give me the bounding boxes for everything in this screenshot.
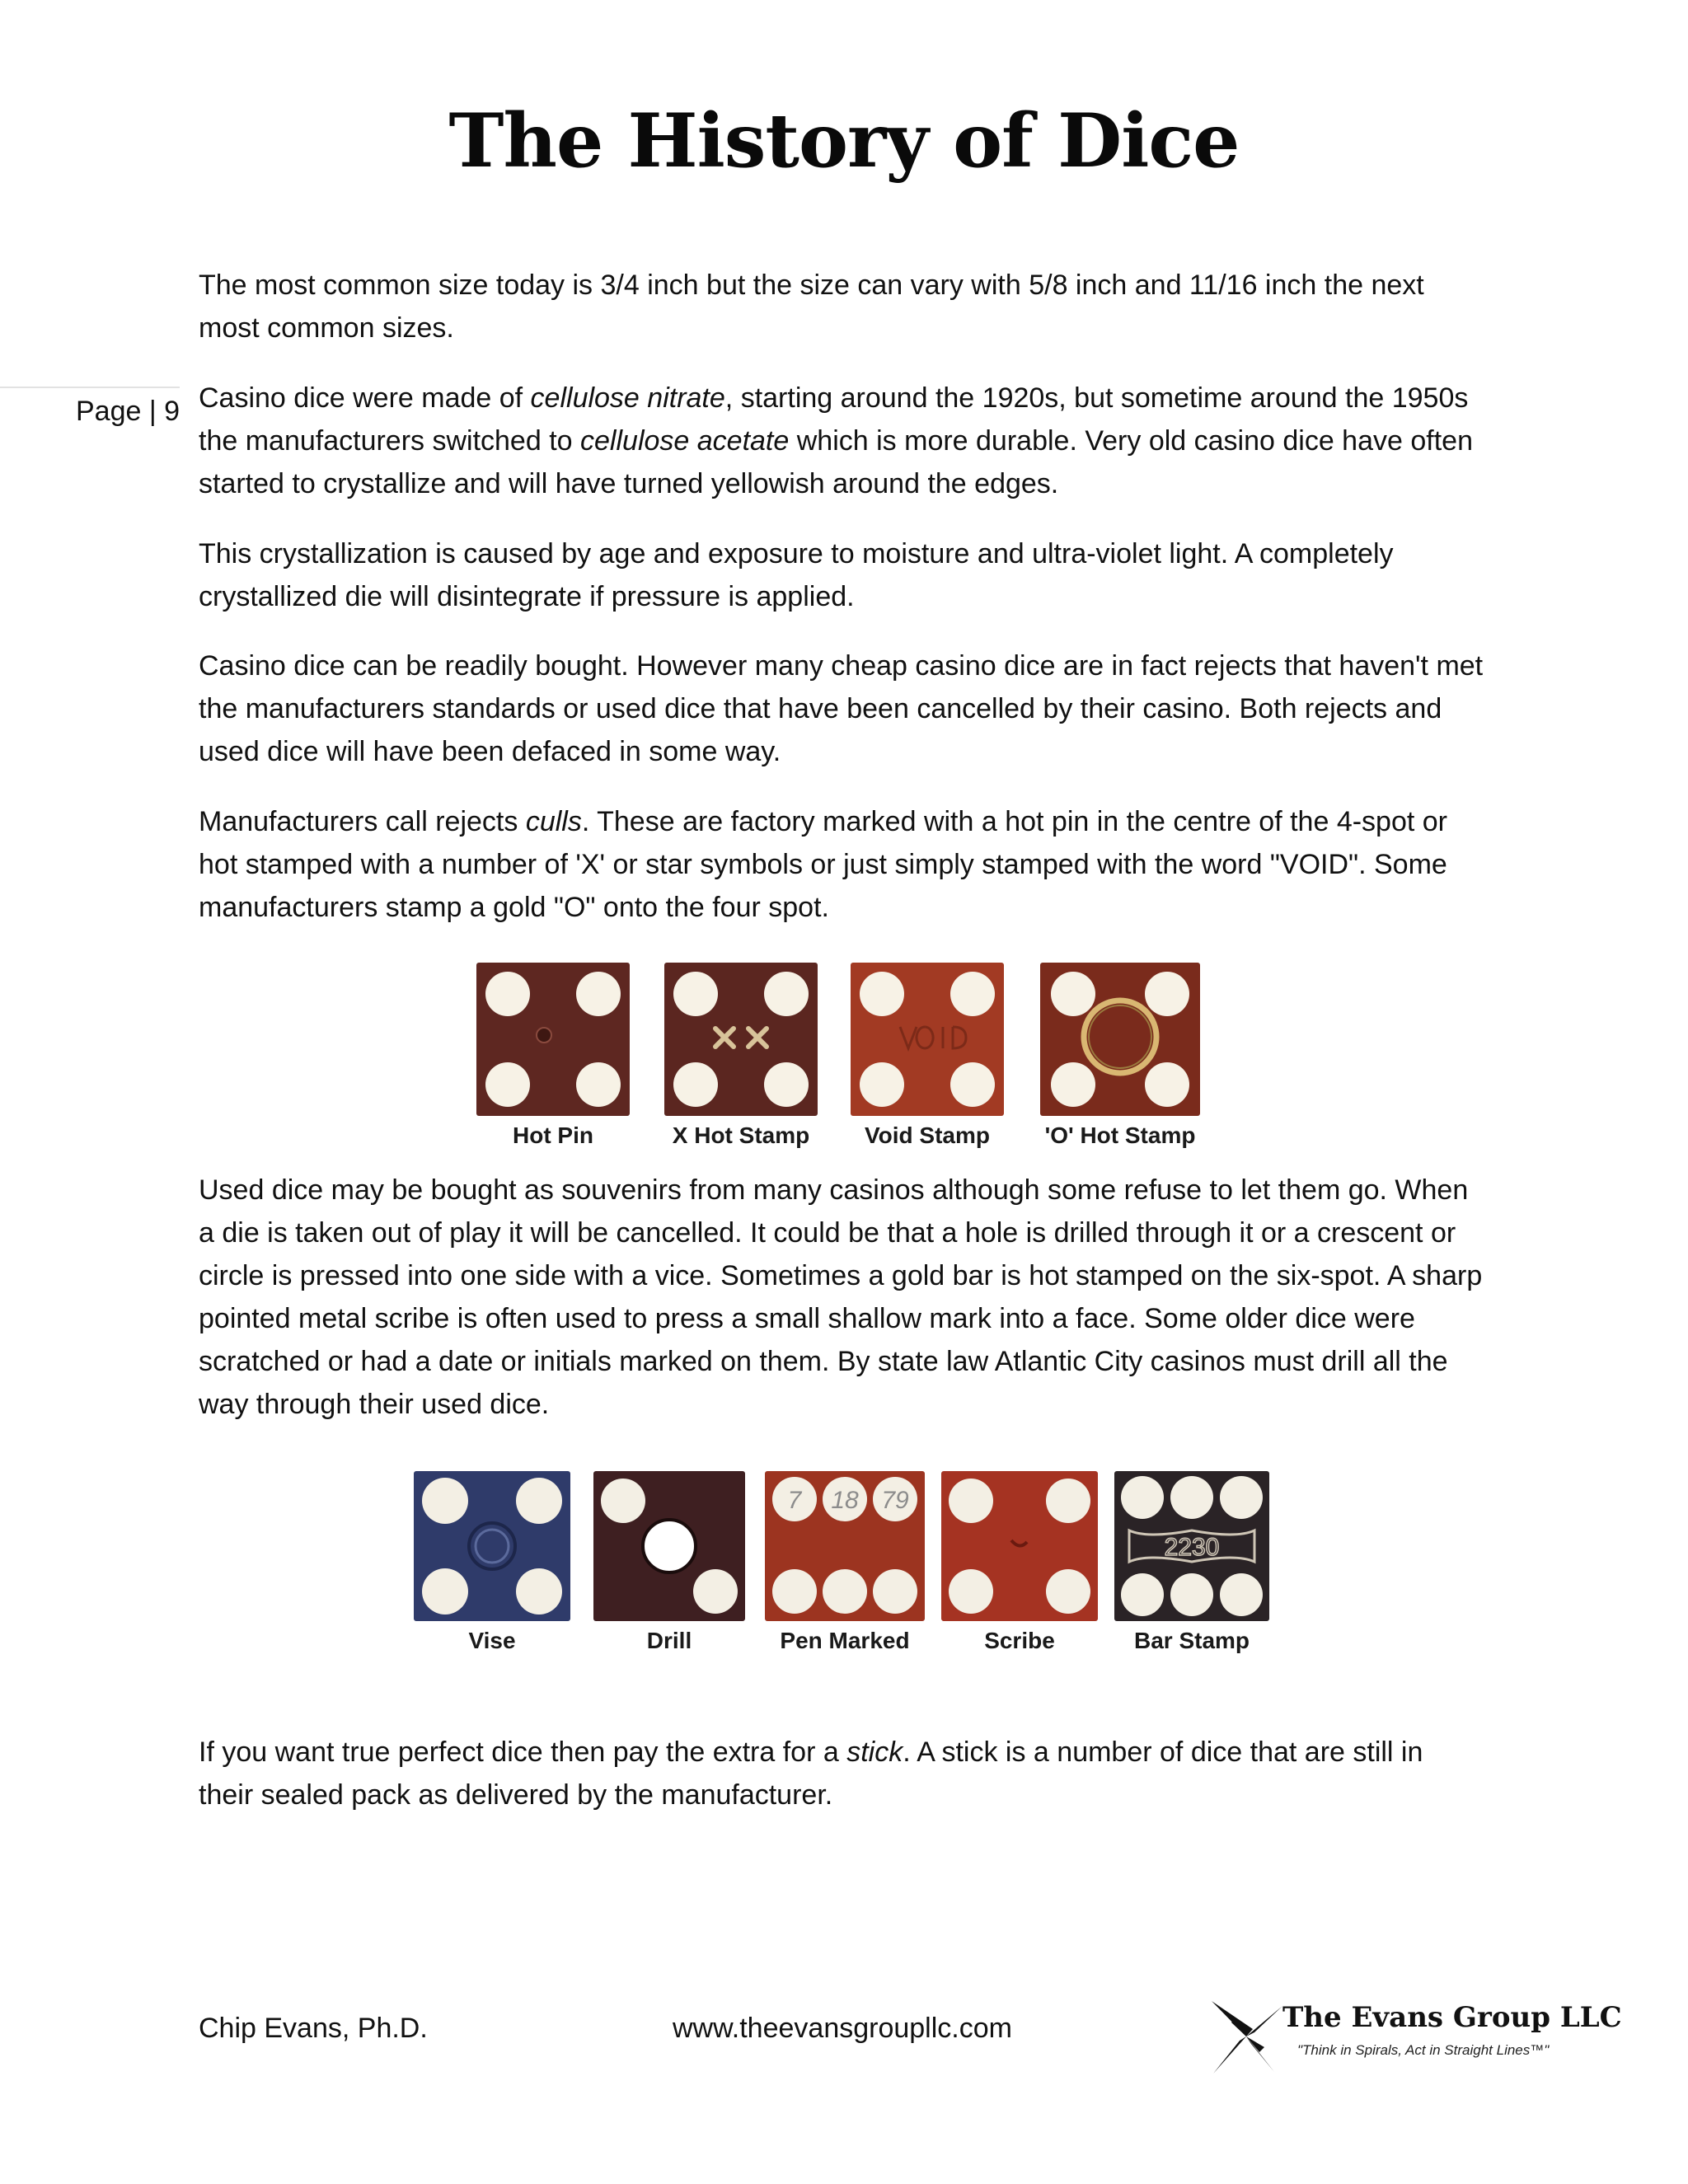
paragraph-used-dice: Used dice may be bought as souvenirs from many casinos although some refuse to let them go. When a die is taken out of play it will be cancelled. It could be that a hole is drilled through it or a crescent or circle is pressed into one side with a vice. Sometimes a gold bar is hot stamped on the six-spot. A sharp pointed metal scribe is often used to press a small shallow mark into a face. Some older dice were scratched or had a date or initials marked on them. By state law Atlantic City casinos must drill all the way through their used dice. (199, 1174, 1483, 1420)
die-image-void-stamp (851, 963, 1004, 1116)
die-scribe (941, 1471, 1098, 1653)
die-bar-stamp (1114, 1471, 1269, 1653)
caption-x-hot-stamp: X Hot Stamp (672, 1122, 810, 1148)
die-vise (414, 1471, 570, 1653)
caption-pen-marked: Pen Marked (780, 1628, 910, 1653)
text-run: which is more durable. Very old casino dice have often started to crystallize and will have turned yellowish around the edges. (199, 425, 1473, 499)
text-run: Manufacturers call rejects (199, 806, 526, 837)
die-drill (593, 1471, 745, 1653)
caption-bar-stamp: Bar Stamp (1133, 1628, 1250, 1653)
emphasis-cellulose-acetate: cellulose acetate (580, 425, 790, 457)
die-void-stamp (851, 963, 1004, 1148)
paragraph-buying-casino-dice: Casino dice can be readily bought. However many cheap casino dice are in fact rejects that haven't met the manufacturers standards or used dice that have been cancelled by their casino. Both rejects and used dice will have been defaced in some way. (199, 650, 1484, 767)
text-run: Casino dice were made of (199, 382, 531, 414)
caption-drill: Drill (646, 1628, 692, 1653)
text-run: . A stick is a number of dice that are still in their sealed pack as delivered by the manufacturer. (199, 1736, 1423, 1811)
die-o-hot-stamp (1040, 963, 1200, 1148)
caption-scribe: Scribe (984, 1628, 1055, 1653)
footer-website[interactable]: www.theevansgroupllc.com (673, 2013, 1012, 2044)
pen-mark-2: 18 (831, 1487, 859, 1514)
caption-vise: Vise (468, 1628, 516, 1653)
paragraph-die-sizes: The most common size today is 3/4 inch but the size can vary with 5/8 inch and 11/16 inch the next most common sizes. (199, 269, 1424, 344)
caption-hot-pin: Hot Pin (513, 1122, 593, 1148)
die-pen-marked (765, 1471, 925, 1653)
page-title: The History of Dice (448, 97, 1240, 185)
bar-stamp-text: 2230 (1164, 1534, 1220, 1561)
die-image-o-hot-stamp (1040, 963, 1200, 1116)
die-x-hot-stamp (664, 963, 818, 1148)
caption-o-hot-stamp: 'O' Hot Stamp (1044, 1122, 1196, 1148)
spiral-star-icon (1210, 1998, 1284, 2076)
paragraph-crystallization: This crystallization is caused by age and exposure to moisture and ultra-violet light. A completely crystallized die will disintegrate if pressure is applied. (199, 538, 1394, 612)
page-number-rule (0, 387, 180, 388)
die-image-drill (593, 1471, 745, 1621)
emphasis-cellulose-nitrate: cellulose nitrate (530, 382, 725, 414)
die-image-x-hot-stamp (664, 963, 818, 1116)
die-image-hot-pin (476, 963, 630, 1116)
text-run: . These are factory marked with a hot pin in the centre of the 4-spot or hot stamped with a number of 'X' or star symbols or just simply stamped with the word "VOID". Some manufacturers stamp a gold "O" onto the four spot. (199, 806, 1447, 923)
text-run: , starting around the 1920s, but sometime around the 1950s the manufacturers switched to (199, 382, 1469, 457)
die-image-pen-marked (765, 1471, 925, 1621)
die-hot-pin (476, 963, 630, 1148)
caption-void-stamp: Void Stamp (865, 1122, 990, 1148)
pen-mark-3: 79 (881, 1487, 909, 1514)
paragraph-stick (199, 1731, 1484, 1816)
company-tagline: "Think in Spirals, Act in Straight Lines™" (1297, 2042, 1550, 2058)
die-image-vise (414, 1471, 570, 1621)
footer-author: Chip Evans, Ph.D. (199, 2013, 428, 2044)
die-image-bar-stamp (1114, 1471, 1269, 1621)
text-run: If you want true perfect dice then pay the extra for a (199, 1736, 847, 1768)
paragraph-culls (199, 800, 1484, 929)
company-logo (1210, 1998, 1622, 2076)
pen-mark-1: 7 (787, 1487, 802, 1514)
emphasis-culls: culls (525, 806, 582, 837)
page-number: Page | 9 (76, 396, 181, 427)
paragraph-casino-materials (199, 377, 1484, 505)
emphasis-stick: stick (846, 1736, 903, 1768)
company-name: The Evans Group LLC (1282, 2001, 1622, 2034)
die-image-scribe (941, 1471, 1098, 1621)
